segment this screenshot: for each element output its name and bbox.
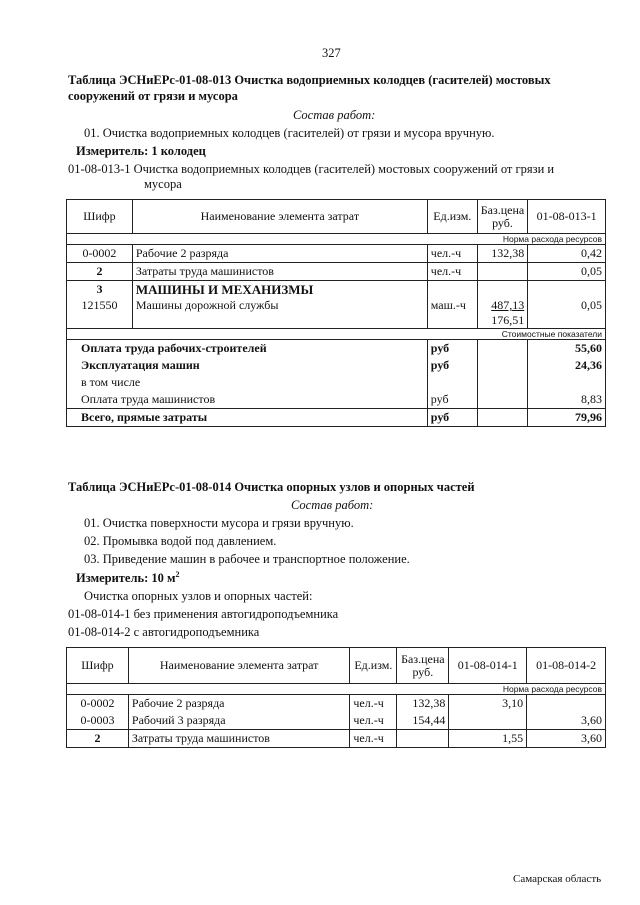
- row-code: 0-0002: [67, 695, 129, 713]
- row-price: 132,38: [397, 695, 449, 713]
- row-code: 2: [67, 730, 129, 748]
- cost-row: [67, 391, 606, 409]
- table-row: [67, 695, 606, 713]
- row-price: [477, 298, 527, 329]
- table-row: [67, 730, 606, 748]
- row-price: 154,44: [397, 712, 449, 730]
- table2-work-item: 02. Промывка водой под давлением.: [84, 534, 277, 548]
- header-price: Баз.цена руб.: [397, 648, 449, 684]
- row-price: [477, 263, 527, 281]
- table2-variant: 01-08-014-1 без применения автогидроподъемника: [68, 607, 339, 621]
- header-col1: 01-08-014-1: [449, 648, 527, 684]
- table2: [66, 647, 606, 748]
- row-unit: чел.-ч: [427, 263, 477, 281]
- header-code: Шифр: [67, 648, 129, 684]
- row-unit: чел.-ч: [350, 712, 397, 730]
- header-col2: 01-08-014-2: [527, 648, 606, 684]
- footer-region: Самарская область: [513, 873, 602, 885]
- table1-title: Таблица ЭСНиЕРс-01-08-013 Очистка водоприемных колодцев (гасителей) мостовых: [68, 73, 551, 87]
- row-price: 132,38: [477, 245, 527, 263]
- table-row: [67, 298, 606, 329]
- table2-variant: 01-08-014-2 с автогидроподъемника: [68, 625, 260, 639]
- row-value: 0,05: [528, 298, 606, 329]
- table2-desc: Очистка опорных узлов и опорных частей:: [84, 589, 313, 603]
- table2-work-item: 01. Очистка поверхности мусора и грязи вручную.: [84, 516, 354, 530]
- machines-code: 3: [67, 281, 133, 299]
- price-line-2: 176,51: [491, 313, 525, 327]
- row-value: 0,42: [528, 245, 606, 263]
- cost-name: Оплата труда машинистов: [67, 391, 428, 409]
- header-price: Баз.цена руб.: [477, 200, 527, 234]
- table-row: [67, 712, 606, 730]
- table1-header-row: [67, 200, 606, 234]
- header-name: Наименование элемента затрат: [132, 200, 427, 234]
- table1-work-item: 01. Очистка водоприемных колодцев (гасителей) от грязи и мусора вручную.: [84, 126, 495, 140]
- section-norm: Норма расхода ресурсов: [67, 234, 606, 245]
- row-name: Машины дорожной службы: [132, 298, 427, 329]
- row-name: Рабочие 2 разряда: [128, 695, 349, 713]
- table1-work-heading: Состав работ:: [293, 108, 376, 122]
- cost-value: 24,36: [528, 357, 606, 374]
- row-code: 0-0003: [67, 712, 129, 730]
- table2-work-heading: Состав работ:: [291, 498, 374, 512]
- header-col1: 01-08-013-1: [528, 200, 606, 234]
- row-code: 2: [67, 263, 133, 281]
- row-value-2: [527, 695, 606, 713]
- row-name: Затраты труда машинистов: [128, 730, 349, 748]
- row-unit: чел.-ч: [427, 245, 477, 263]
- row-name: Затраты труда машинистов: [132, 263, 427, 281]
- table-row: [67, 263, 606, 281]
- cost-row: [67, 374, 606, 391]
- cost-name: Эксплуатация машин: [67, 357, 428, 374]
- table1-meter: Измеритель: 1 колодец: [76, 144, 206, 158]
- row-name: Рабочие 2 разряда: [132, 245, 427, 263]
- row-value-2: 3,60: [527, 730, 606, 748]
- section-cost: Стоимостные показатели: [67, 329, 606, 340]
- row-unit: чел.-ч: [350, 695, 397, 713]
- row-code: 121550: [67, 298, 133, 329]
- cost-name: Оплата труда рабочих-строителей: [67, 340, 428, 358]
- meter-text: Измеритель: 10 м: [76, 571, 176, 586]
- cost-unit: руб: [427, 409, 477, 427]
- row-unit: чел.-ч: [350, 730, 397, 748]
- cost-row: [67, 357, 606, 374]
- table2-header-row: [67, 648, 606, 684]
- table2-meter: [76, 570, 180, 586]
- row-name: Рабочий 3 разряда: [128, 712, 349, 730]
- table2-title: Таблица ЭСНиЕРс-01-08-014 Очистка опорных узлов и опорных частей: [68, 480, 475, 494]
- table1-code-line-cont: мусора: [144, 177, 182, 191]
- page-number: 327: [322, 46, 341, 60]
- cost-unit: [427, 374, 477, 391]
- table1-code-line: 01-08-013-1 Очистка водоприемных колодцев (гасителей) мостовых сооружений от грязи и: [68, 162, 555, 176]
- cost-value: [528, 374, 606, 391]
- row-code: 0-0002: [67, 245, 133, 263]
- row-value-1: 1,55: [449, 730, 527, 748]
- table1: [66, 199, 606, 427]
- table1-title-cont: сооружений от грязи и мусора: [68, 89, 238, 103]
- cost-value: 79,96: [528, 409, 606, 427]
- cost-name: Всего, прямые затраты: [67, 409, 428, 427]
- header-unit: Ед.изм.: [350, 648, 397, 684]
- cost-unit: руб: [427, 391, 477, 409]
- row-value: 0,05: [528, 263, 606, 281]
- row-value-2: 3,60: [527, 712, 606, 730]
- header-unit: Ед.изм.: [427, 200, 477, 234]
- table-row: [67, 245, 606, 263]
- row-value-1: 3,10: [449, 695, 527, 713]
- cost-name: в том числе: [67, 374, 428, 391]
- header-code: Шифр: [67, 200, 133, 234]
- meter-sup: 2: [175, 570, 180, 579]
- table2-work-item: 03. Приведение машин в рабочее и транспортное положение.: [84, 552, 410, 566]
- price-line-1: 487,13: [491, 298, 525, 312]
- table-row: [67, 281, 606, 299]
- machines-title: МАШИНЫ И МЕХАНИЗМЫ: [132, 281, 427, 299]
- row-value-1: [449, 712, 527, 730]
- cost-row: [67, 409, 606, 427]
- cost-value: 8,83: [528, 391, 606, 409]
- cost-unit: руб: [427, 340, 477, 358]
- section-norm: Норма расхода ресурсов: [67, 684, 606, 695]
- row-price: [397, 730, 449, 748]
- cost-value: 55,60: [528, 340, 606, 358]
- row-unit: маш.-ч: [427, 298, 477, 329]
- cost-unit: руб: [427, 357, 477, 374]
- cost-row: [67, 340, 606, 358]
- header-name: Наименование элемента затрат: [128, 648, 349, 684]
